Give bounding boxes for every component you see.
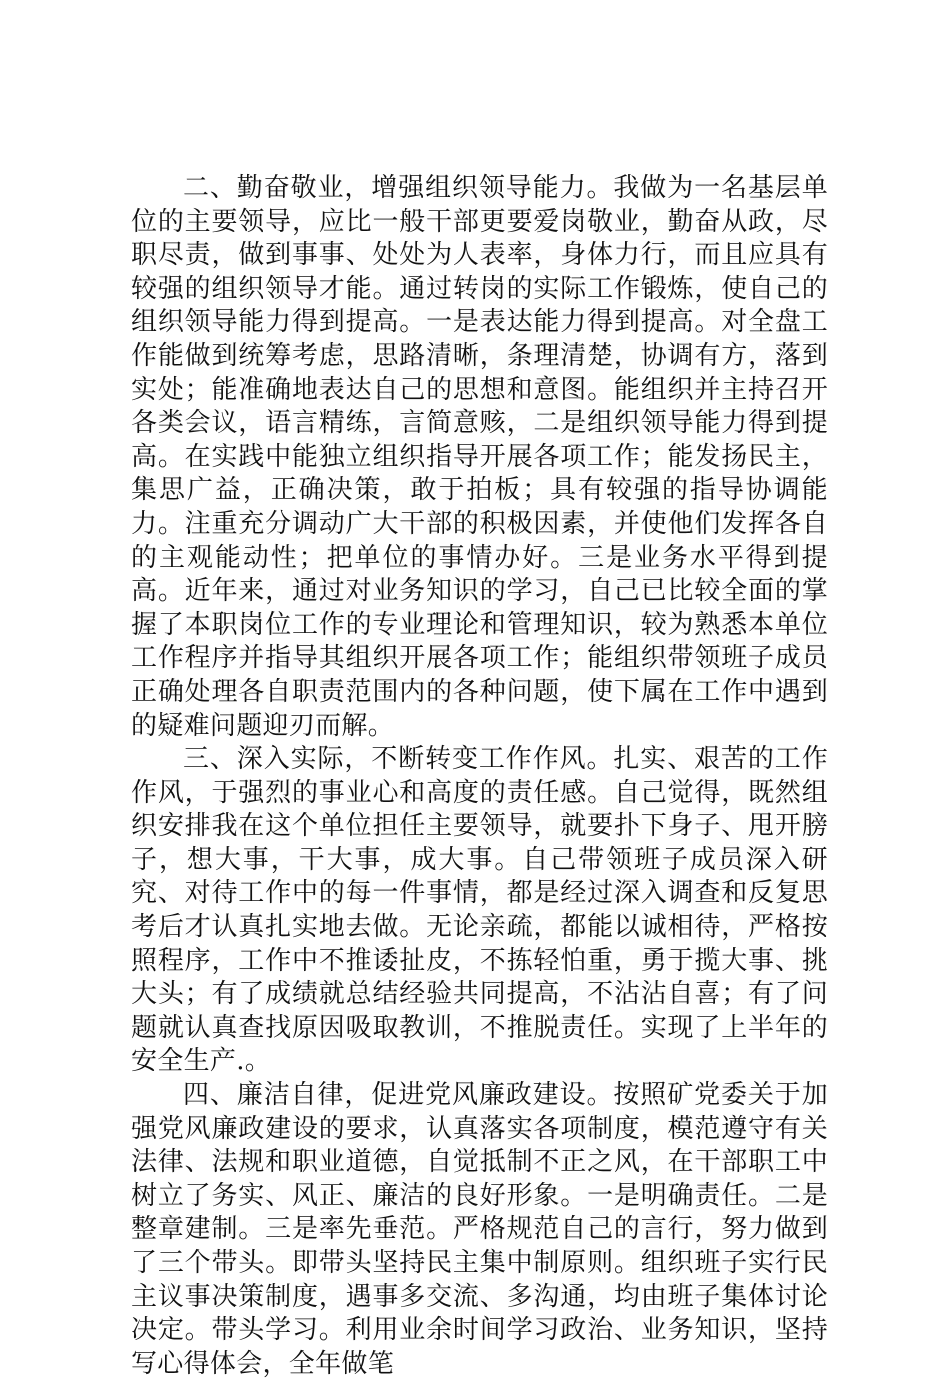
- document-body: [131, 172, 828, 1381]
- paragraph-organizational-leadership: 二、勤奋敬业，增强组织领导能力。我做为一名基层单位的主要领导，应比一般干部更要爱岗敬业，勤奋从政，尽职尽责，做到事事、处处为人表率，身体力行，而且应具有较强的组织领导才能。通过转岗的实际工作锻炼，使自己的组织领导能力得到提高。一是表达能力得到提高。对全盘工作能做到统筹考虑，思路清晰，条理清楚，协调有方，落到实处；能准确地表达自己的思想和意图。能组织并主持召开各类会议，语言精练，言简意赅，二是组织领导能力得到提高。在实践中能独立组织指导开展各项工作；能发扬民主，集思广益，正确决策，敢于拍板；具有较强的指导协调能力。注重充分调动广大干部的积极因素，并使他们发挥各自的主观能动性；把单位的事情办好。三是业务水平得到提高。近年来，通过对业务知识的学习，自己已比较全面的掌握了本职岗位工作的专业理论和管理知识，较为熟悉本单位工作程序并指导其组织开展各项工作；能组织带领班子成员正确处理各自职责范围内的各种问题，使下属在工作中遇到的疑难问题迎刃而解。: [131, 173, 828, 741]
- paragraph-work-style: 三、深入实际，不断转变工作作风。扎实、艰苦的工作作风，于强烈的事业心和高度的责任感。自己觉得，既然组织安排我在这个单位担任主要领导，就要扑下身子、甩开膀子，想大事，干大事，成大事。自己带领班子成员深入研究、对待工作中的每一件事情，都是经过深入调查和反复思考后才认真扎实地去做。无论亲疏，都能以诚相待，严格按照程序，工作中不推诿扯皮，不拣轻怕重，勇于揽大事、挑大头；有了成绩就总结经验共同提高，不沾沾自喜；有了问题就认真查找原因吸取教训，不推脱责任。实现了上半年的安全生产.。: [131, 744, 828, 1077]
- paragraph-integrity: 四、廉洁自律，促进党风廉政建设。按照矿党委关于加强党风廉政建设的要求，认真落实各项制度，模范遵守有关法律、法规和职业道德，自觉抵制不正之风，在干部职工中树立了务实、风正、廉洁的良好形象。一是明确责任。二是整章建制。三是率先垂范。严格规范自己的言行，努力做到了三个带头。即带头坚持民主集中制原则。组织班子实行民主议事决策制度，遇事多交流、多沟通，均由班子集体讨论决定。带头学习。利用业余时间学习政治、业务知识，坚持写心得体会，全年做笔: [131, 1080, 828, 1379]
